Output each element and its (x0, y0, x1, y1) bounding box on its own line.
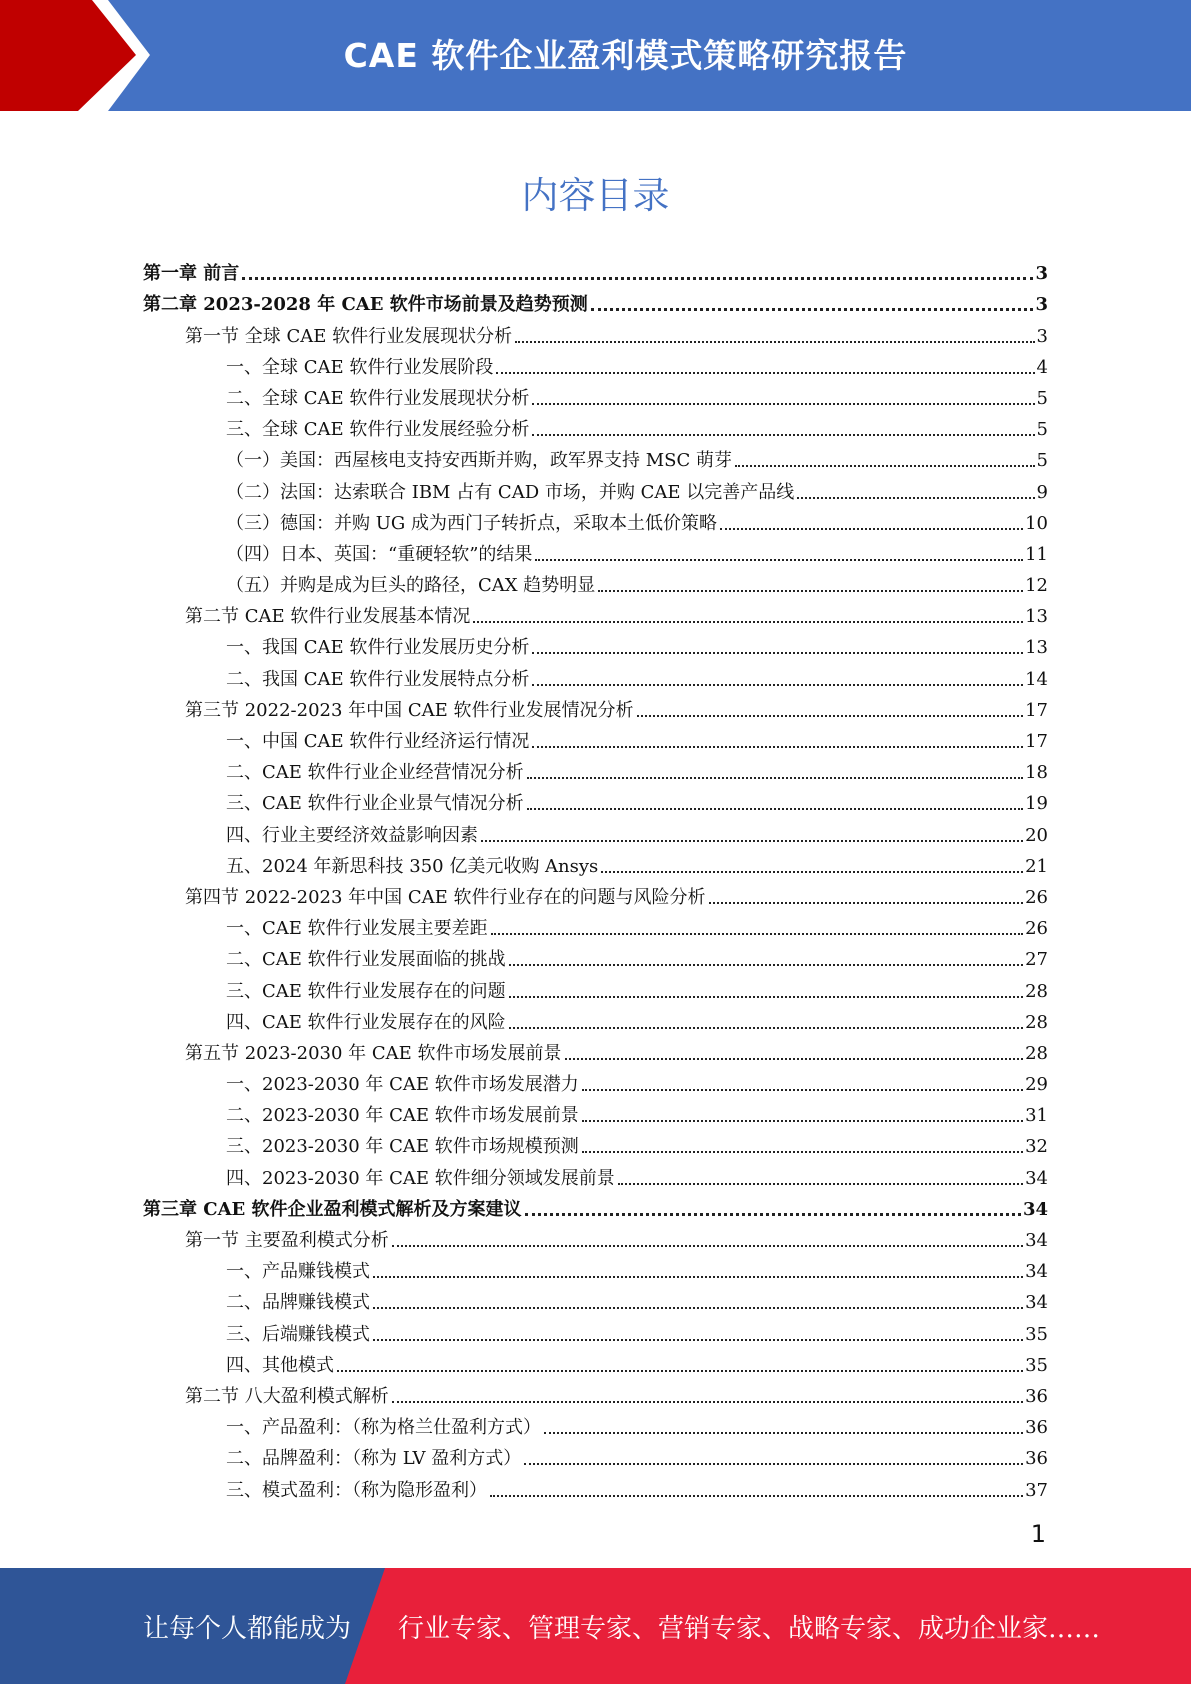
toc-entry-page: 5 (1036, 419, 1048, 441)
dot-leader (582, 1087, 1023, 1091)
toc-entry-title: （二）法国：达索联合 IBM 占有 CAD 市场，并购 CAE 以完善产品线 (226, 481, 795, 503)
dot-leader (532, 650, 1023, 654)
toc-entry-page: 26 (1025, 886, 1048, 908)
dot-leader (373, 1274, 1023, 1278)
toc-entry[interactable] (143, 815, 1048, 846)
toc-entry[interactable] (143, 1158, 1048, 1189)
toc-entry[interactable] (143, 1034, 1048, 1065)
toc-entry-page: 5 (1036, 450, 1048, 472)
dot-leader (337, 1368, 1023, 1372)
toc-entry-page: 14 (1025, 668, 1048, 690)
toc-entry-title: 第四节 2022-2023 年中国 CAE 软件行业存在的问题与风险分析 (185, 886, 706, 908)
toc-entry-page: 19 (1025, 793, 1048, 815)
dot-leader (532, 744, 1023, 748)
dot-leader (582, 1149, 1023, 1153)
report-title: CAE 软件企业盈利模式策略研究报告 (343, 36, 908, 75)
dot-leader (527, 775, 1023, 779)
toc-entry-title: 一、2023-2030 年 CAE 软件市场发展潜力 (226, 1074, 579, 1096)
toc-entry-title: 五、2024 年新思科技 350 亿美元收购 Ansys (226, 855, 599, 877)
dot-leader (720, 526, 1023, 530)
dot-leader (373, 1337, 1023, 1341)
dot-leader (544, 1430, 1023, 1434)
toc-heading: 内容目录 (521, 174, 670, 217)
toc-entry[interactable] (143, 909, 1048, 940)
toc-entry[interactable] (143, 316, 1048, 347)
toc-entry-page: 28 (1025, 1011, 1048, 1033)
dot-leader (601, 869, 1023, 873)
dot-leader (532, 682, 1023, 686)
toc-entry[interactable] (143, 691, 1048, 722)
toc-entry[interactable] (143, 1314, 1048, 1345)
toc-entry-title: 第一章 前言 (143, 263, 240, 285)
toc-entry[interactable] (143, 753, 1048, 784)
dot-leader (565, 1056, 1024, 1060)
toc-entry-page: 3 (1036, 325, 1048, 347)
toc-entry-page: 35 (1025, 1354, 1048, 1376)
toc-entry-title: 第二章 2023-2028 年 CAE 软件市场前景及趋势预测 (143, 294, 588, 316)
toc-entry-title: 四、CAE 软件行业发展存在的风险 (226, 1011, 506, 1033)
toc-entry[interactable] (143, 410, 1048, 441)
toc-entry-page: 18 (1025, 762, 1048, 784)
toc-entry-title: 一、中国 CAE 软件行业经济运行情况 (226, 731, 530, 752)
toc-entry-page: 12 (1025, 575, 1048, 597)
toc-entry-title: 二、CAE 软件行业企业经营情况分析 (226, 762, 524, 784)
toc-entry-title: 第二节 八大盈利模式解析 (185, 1385, 389, 1407)
toc-entry[interactable] (143, 1408, 1048, 1439)
toc-entry-title: 三、CAE 软件行业企业景气情况分析 (226, 793, 524, 815)
dot-leader (524, 1461, 1023, 1465)
table-of-contents (143, 254, 1048, 1502)
toc-entry-title: （一）美国：西屋核电支持安西斯并购，政军界支持 MSC 萌芽 (226, 450, 732, 472)
toc-entry-title: 一、CAE 软件行业发展主要差距 (226, 918, 488, 940)
toc-entry[interactable] (143, 1065, 1048, 1096)
toc-entry-title: 二、2023-2030 年 CAE 软件市场发展前景 (226, 1105, 579, 1127)
dot-leader (797, 495, 1034, 499)
toc-entry-title: 三、模式盈利：（称为隐形盈利） (226, 1479, 487, 1501)
toc-entry-page: 20 (1025, 824, 1048, 846)
toc-entry[interactable] (143, 1439, 1048, 1470)
toc-entry-title: 第三章 CAE 软件企业盈利模式解析及方案建议 (143, 1198, 522, 1220)
toc-entry[interactable] (143, 971, 1048, 1002)
toc-entry-title: 四、行业主要经济效益影响因素 (226, 824, 478, 846)
dot-leader (582, 1118, 1023, 1122)
dot-leader (496, 370, 1034, 374)
toc-entry[interactable] (143, 722, 1048, 753)
toc-entry-title: 三、全球 CAE 软件行业发展经验分析 (226, 419, 530, 441)
toc-entry-page: 36 (1025, 1385, 1048, 1407)
toc-entry-page: 17 (1025, 731, 1048, 752)
dot-leader (735, 463, 1035, 467)
toc-entry-title: 四、其他模式 (226, 1354, 334, 1376)
toc-entry-title: 二、CAE 软件行业发展面临的挑战 (226, 949, 506, 971)
toc-entry[interactable] (143, 1003, 1048, 1034)
toc-entry[interactable] (143, 659, 1048, 690)
toc-entry[interactable] (143, 254, 1048, 285)
toc-entry-title: 第二节 CAE 软件行业发展基本情况 (185, 606, 471, 628)
dot-leader (525, 1211, 1021, 1216)
toc-entry-page: 17 (1025, 699, 1048, 721)
toc-entry-page: 31 (1025, 1105, 1048, 1127)
toc-entry-title: 二、品牌赚钱模式 (226, 1292, 370, 1314)
footer-slogan-left: 让每个人都能成为 (143, 1614, 352, 1644)
toc-entry[interactable] (143, 1346, 1048, 1377)
dot-leader (527, 806, 1023, 810)
toc-entry-page: 34 (1025, 1167, 1048, 1189)
toc-entry-title: （三）德国：并购 UG 成为西门子转折点，采取本土低价策略 (226, 512, 717, 534)
toc-entry[interactable] (143, 1190, 1048, 1221)
toc-entry[interactable] (143, 535, 1048, 566)
toc-entry-title: 一、产品盈利：（称为格兰仕盈利方式） (226, 1417, 541, 1439)
dot-leader (373, 1305, 1023, 1309)
toc-entry-title: 三、后端赚钱模式 (226, 1323, 370, 1345)
dot-leader (491, 931, 1023, 935)
toc-entry-page: 9 (1036, 481, 1048, 503)
dot-leader (637, 713, 1024, 717)
toc-entry-page: 3 (1035, 294, 1048, 316)
dot-leader (591, 306, 1034, 311)
toc-entry-title: 第五节 2023-2030 年 CAE 软件市场发展前景 (185, 1042, 562, 1064)
toc-entry[interactable] (143, 1096, 1048, 1127)
toc-entry[interactable] (143, 285, 1048, 316)
toc-entry[interactable] (143, 566, 1048, 597)
toc-entry-page: 32 (1025, 1136, 1048, 1158)
dot-leader (535, 557, 1023, 561)
dot-leader (509, 1025, 1023, 1029)
toc-entry[interactable] (143, 441, 1048, 472)
dot-leader (490, 1493, 1023, 1497)
dot-leader (515, 339, 1034, 343)
toc-entry-page: 34 (1025, 1230, 1048, 1251)
toc-entry[interactable] (143, 504, 1048, 535)
toc-entry-title: 一、产品赚钱模式 (226, 1261, 370, 1283)
toc-entry[interactable] (143, 348, 1048, 379)
toc-entry[interactable] (143, 878, 1048, 909)
toc-entry-page: 35 (1025, 1323, 1048, 1345)
toc-entry-page: 28 (1025, 1042, 1048, 1064)
toc-entry-page: 34 (1025, 1261, 1048, 1283)
toc-entry-title: 二、品牌盈利：（称为 LV 盈利方式） (226, 1448, 522, 1470)
dot-leader (481, 838, 1023, 842)
toc-entry-page: 11 (1025, 543, 1048, 565)
toc-entry-page: 27 (1025, 949, 1048, 971)
toc-entry-title: 一、我国 CAE 软件行业发展历史分析 (226, 637, 530, 659)
dot-leader (242, 275, 1033, 280)
toc-entry-title: 二、全球 CAE 软件行业发展现状分析 (226, 387, 530, 409)
toc-entry-page: 5 (1036, 387, 1048, 409)
toc-entry-page: 34 (1025, 1292, 1048, 1314)
toc-entry-title: 第一节 全球 CAE 软件行业发展现状分析 (185, 325, 513, 347)
toc-entry-page: 36 (1025, 1448, 1048, 1470)
toc-entry-page: 29 (1025, 1074, 1048, 1096)
header-band (0, 0, 1191, 111)
toc-entry-page: 4 (1036, 356, 1048, 378)
toc-entry[interactable] (143, 1377, 1048, 1408)
toc-entry-title: 三、2023-2030 年 CAE 软件市场规模预测 (226, 1136, 579, 1158)
toc-entry-page: 37 (1025, 1479, 1048, 1501)
toc-entry-page: 34 (1022, 1198, 1048, 1220)
toc-entry-page: 13 (1025, 637, 1048, 659)
toc-entry-title: 一、全球 CAE 软件行业发展阶段 (226, 356, 494, 378)
toc-entry[interactable] (143, 1221, 1048, 1252)
toc-entry-page: 13 (1025, 606, 1048, 628)
toc-entry-title: 二、我国 CAE 软件行业发展特点分析 (226, 668, 530, 690)
toc-entry[interactable] (143, 784, 1048, 815)
dot-leader (392, 1243, 1023, 1247)
footer-slogan-right: 行业专家、管理专家、营销专家、战略专家、成功企业家…… (398, 1614, 1101, 1644)
toc-entry[interactable] (143, 472, 1048, 503)
toc-entry[interactable] (143, 1127, 1048, 1158)
toc-entry[interactable] (143, 597, 1048, 628)
toc-entry-page: 3 (1035, 263, 1048, 285)
toc-entry[interactable] (143, 847, 1048, 878)
toc-entry[interactable] (143, 628, 1048, 659)
toc-entry-page: 21 (1025, 855, 1048, 877)
toc-entry-title: （五）并购是成为巨头的路径，CAX 趋势明显 (226, 575, 596, 597)
toc-entry-page: 36 (1025, 1417, 1048, 1439)
toc-entry-title: 第三节 2022-2023 年中国 CAE 软件行业发展情况分析 (185, 699, 634, 721)
dot-leader (509, 994, 1023, 998)
toc-entry[interactable] (143, 379, 1048, 410)
footer-band (0, 1568, 1191, 1684)
dot-leader (598, 588, 1023, 592)
dot-leader (532, 432, 1034, 436)
toc-entry-title: 第一节 主要盈利模式分析 (185, 1230, 389, 1251)
dot-leader (532, 401, 1034, 405)
toc-entry-title: （四）日本、英国：“重硬轻软”的结果 (226, 543, 533, 565)
dot-leader (618, 1181, 1023, 1185)
dot-leader (473, 619, 1023, 623)
toc-entry[interactable] (143, 940, 1048, 971)
toc-entry-page: 26 (1025, 918, 1048, 940)
toc-entry[interactable] (143, 1283, 1048, 1314)
dot-leader (709, 900, 1024, 904)
toc-entry[interactable] (143, 1252, 1048, 1283)
toc-entry-title: 四、2023-2030 年 CAE 软件细分领域发展前景 (226, 1167, 615, 1189)
page-number: 1 (1030, 1520, 1046, 1548)
dot-leader (509, 962, 1023, 966)
toc-entry-title: 三、CAE 软件行业发展存在的问题 (226, 980, 506, 1002)
toc-entry-page: 10 (1025, 512, 1048, 534)
toc-entry-page: 28 (1025, 980, 1048, 1002)
toc-entry[interactable] (143, 1470, 1048, 1501)
dot-leader (392, 1399, 1023, 1403)
